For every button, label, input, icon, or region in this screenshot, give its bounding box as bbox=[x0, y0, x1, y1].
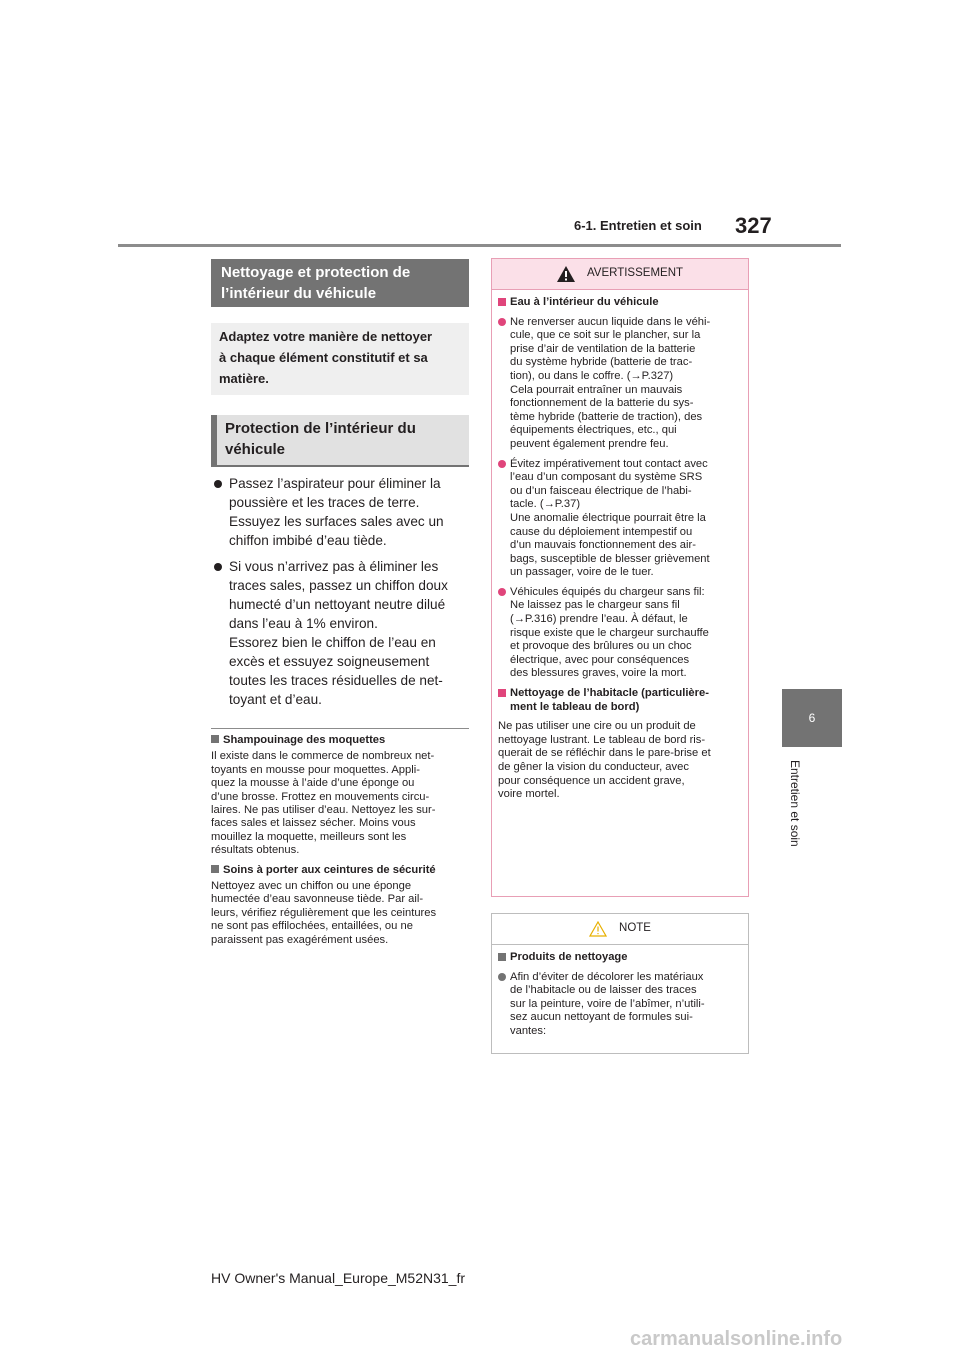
text-line: mouillez la moquette, meilleurs sont les bbox=[211, 830, 407, 843]
intro-line: matière. bbox=[219, 371, 269, 386]
text-line: électrique, avec pour conséquences bbox=[510, 653, 690, 666]
chapter-tab bbox=[782, 689, 842, 747]
note-body bbox=[492, 945, 748, 1039]
text-line: cule, que ce soit sur le plancher, sur la bbox=[510, 329, 701, 342]
warning-paragraph bbox=[498, 720, 742, 802]
list-item bbox=[498, 316, 742, 452]
subsection-heading-line: véhicule bbox=[225, 441, 286, 458]
square-bullet-icon bbox=[211, 735, 219, 743]
text-line: Essorez bien le chiffon de l’eau en bbox=[229, 635, 436, 650]
heading-text: ment le tableau de bord) bbox=[510, 700, 640, 713]
text-line: humectée d’eau savonneuse tiède. Par ail- bbox=[211, 893, 424, 906]
text-line: Ne laissez pas le chargeur sans fil bbox=[510, 599, 680, 612]
text-line: résultats obtenus. bbox=[211, 844, 300, 857]
warning-triangle-icon bbox=[557, 266, 575, 282]
text-line: Si vous n’arrivez pas à éliminer les bbox=[229, 559, 439, 574]
square-bullet-icon bbox=[211, 865, 219, 873]
warning-subheading bbox=[498, 687, 742, 714]
heading-text: Nettoyage de l’habitacle (particulière- bbox=[510, 687, 709, 700]
list-item bbox=[498, 458, 742, 580]
list-item bbox=[498, 586, 742, 681]
heading-text: Shampouinage des moquettes bbox=[223, 734, 386, 746]
section-heading-line: Nettoyage et protection de bbox=[221, 264, 411, 281]
chapter-label: Entretien et soin bbox=[788, 760, 802, 847]
seatbelt-paragraph bbox=[211, 880, 469, 947]
text-line: tion), ou dans le coffre. (→P.327) bbox=[510, 369, 674, 382]
carpet-heading bbox=[211, 734, 469, 747]
text-line: Passez l’aspirateur pour éliminer la bbox=[229, 476, 441, 491]
text-line: ne sont pas effilochées, entaillées, ou ne bbox=[211, 920, 413, 933]
section-heading-line: l’intérieur du véhicule bbox=[221, 285, 377, 302]
text-line: Il existe dans le commerce de nombreux net- bbox=[211, 750, 435, 763]
heading-text: Eau à l’intérieur du véhicule bbox=[510, 296, 659, 308]
text-line: fonctionnement de la batterie du sys- bbox=[510, 397, 694, 410]
text-line: risque existe que le chargeur surchauffe bbox=[510, 626, 709, 639]
note-header bbox=[492, 914, 748, 945]
text-line: Une anomalie électrique pourrait être la bbox=[510, 511, 706, 524]
intro-box bbox=[211, 323, 469, 395]
note-subheading bbox=[498, 951, 742, 965]
text-line: de gêner la vision du conducteur, avec bbox=[498, 761, 689, 773]
text-line: l’eau d’un composant du système SRS bbox=[510, 471, 703, 484]
seatbelt-heading bbox=[211, 864, 469, 877]
text-line: dans l’eau à 1% environ. bbox=[229, 616, 378, 631]
list-item bbox=[212, 557, 468, 709]
text-line: Cela pourrait entraîner un mauvais bbox=[510, 383, 683, 396]
bullet-icon bbox=[498, 588, 506, 596]
note-box bbox=[491, 913, 749, 1054]
text-line: nettoyage lustrant. Le tableau de bord ris- bbox=[498, 733, 706, 746]
note-title: NOTE bbox=[619, 922, 651, 935]
square-bullet-icon bbox=[498, 953, 506, 961]
text-line: sur la peinture, voire de l’abîmer, n’utili- bbox=[510, 997, 705, 1010]
warning-title: AVERTISSEMENT bbox=[586, 267, 684, 280]
care-sections bbox=[211, 734, 469, 953]
text-line: bags, susceptible de blesser grièvement bbox=[510, 552, 710, 565]
heading-text: Produits de nettoyage bbox=[510, 951, 628, 963]
text-line: cause du déploiement intempestif ou bbox=[510, 525, 693, 538]
text-line: Évitez impérativement tout contact avec bbox=[510, 457, 708, 470]
text-line: quez la mousse à l’aide d’une éponge ou bbox=[211, 777, 415, 790]
list-item bbox=[498, 971, 742, 1039]
square-bullet-icon bbox=[498, 689, 506, 697]
watermark-link[interactable]: carmanualsonline.info bbox=[630, 1328, 843, 1350]
page-number: 327 bbox=[735, 213, 772, 238]
bullet-list bbox=[212, 474, 468, 716]
list-item bbox=[212, 474, 468, 550]
text-line: un passager, voire de le tuer. bbox=[510, 566, 654, 579]
bullet-icon bbox=[214, 480, 222, 488]
text-line: tème hybride (batterie de traction), des bbox=[510, 410, 703, 423]
text-line: excès et essuyez soigneusement bbox=[229, 654, 430, 669]
heading-text: Soins à porter aux ceintures de sécurité bbox=[223, 863, 436, 876]
warning-header bbox=[492, 259, 748, 290]
text-line: leurs, vérifiez régulièrement que les ceintures bbox=[211, 906, 437, 919]
text-line: équipements électriques, etc., qui bbox=[510, 424, 677, 437]
warning-body bbox=[492, 290, 748, 802]
warning-subheading bbox=[498, 296, 742, 310]
text-line: sez aucun nettoyant de formules sui- bbox=[510, 1011, 693, 1024]
bullet-icon bbox=[498, 973, 506, 981]
text-line: paraissent pas exagérément usées. bbox=[211, 933, 389, 946]
text-line: toyant et d’eau. bbox=[229, 692, 322, 707]
text-line: laires. Ne pas utiliser d’eau. Nettoyez les sur- bbox=[211, 804, 436, 817]
text-line: de l’habitacle ou de laisser des traces bbox=[510, 984, 697, 997]
text-line: d’une brosse. Frottez en mouvements circu- bbox=[211, 790, 430, 803]
warning-box bbox=[491, 258, 749, 897]
text-line: Afin d’éviter de décolorer les matériaux bbox=[510, 970, 704, 983]
bullet-icon bbox=[498, 318, 506, 326]
text-line: du système hybride (batterie de trac- bbox=[510, 356, 693, 369]
text-line: voire mortel. bbox=[498, 788, 560, 801]
text-line: querait de se réfléchir dans le pare-brise et bbox=[498, 747, 711, 760]
intro-line: Adaptez votre manière de nettoyer bbox=[219, 329, 433, 344]
text-line: faces sales et laissez sécher. Moins vous bbox=[211, 817, 416, 830]
manual-footer: HV Owner's Manual_Europe_M52N31_fr bbox=[211, 1270, 466, 1286]
carpet-paragraph bbox=[211, 750, 469, 857]
caution-triangle-icon bbox=[589, 921, 607, 937]
intro-line: à chaque élément constitutif et sa bbox=[219, 350, 428, 365]
square-bullet-icon bbox=[498, 298, 506, 306]
text-line: peuvent également prendre feu. bbox=[510, 437, 669, 450]
text-line: Véhicules équipés du chargeur sans fil: bbox=[510, 585, 705, 598]
text-line: (→P.316) prendre l’eau. À défaut, le bbox=[510, 613, 688, 626]
text-line: Ne renverser aucun liquide dans le véhi- bbox=[510, 315, 711, 328]
text-line: et provoque des brûlures ou un choc bbox=[510, 640, 692, 653]
text-line: humecté d’un nettoyant neutre dilué bbox=[229, 597, 446, 612]
section-divider bbox=[211, 728, 469, 729]
subsection-heading-line: Protection de l’intérieur du bbox=[225, 420, 416, 437]
header-rule bbox=[118, 244, 841, 247]
section-title: 6-1. Entretien et soin bbox=[574, 218, 702, 233]
text-line: ou d’un faisceau électrique de l’habi- bbox=[510, 484, 692, 497]
text-line: pour conséquence un accident grave, bbox=[498, 774, 685, 787]
bullet-icon bbox=[214, 563, 222, 571]
section-heading bbox=[211, 259, 469, 307]
text-line: poussière et les traces de terre. bbox=[229, 495, 420, 510]
chapter-number: 6 bbox=[808, 711, 816, 725]
text-line: traces sales, passez un chiffon doux bbox=[229, 578, 448, 593]
text-line: vantes: bbox=[510, 1024, 547, 1037]
text-line: Nettoyez avec un chiffon ou une éponge bbox=[211, 880, 412, 893]
text-line: toyants en mousse pour moquettes. Appli- bbox=[211, 763, 420, 776]
text-line: prise d’air de ventilation de la batterie bbox=[510, 342, 696, 355]
text-line: tacle. (→P.37) bbox=[510, 498, 581, 511]
text-line: Ne pas utiliser une cire ou un produit de bbox=[498, 720, 696, 733]
subsection-heading bbox=[211, 415, 469, 467]
bullet-icon bbox=[498, 460, 506, 468]
text-line: toutes les traces résiduelles de net- bbox=[229, 673, 443, 688]
text-line: chiffon imbibé d’eau tiède. bbox=[229, 533, 387, 548]
text-line: Essuyez les surfaces sales avec un bbox=[229, 514, 444, 529]
text-line: d’un mauvais fonctionnement des air- bbox=[510, 539, 696, 552]
text-line: des blessures graves, voire la mort. bbox=[510, 667, 687, 680]
